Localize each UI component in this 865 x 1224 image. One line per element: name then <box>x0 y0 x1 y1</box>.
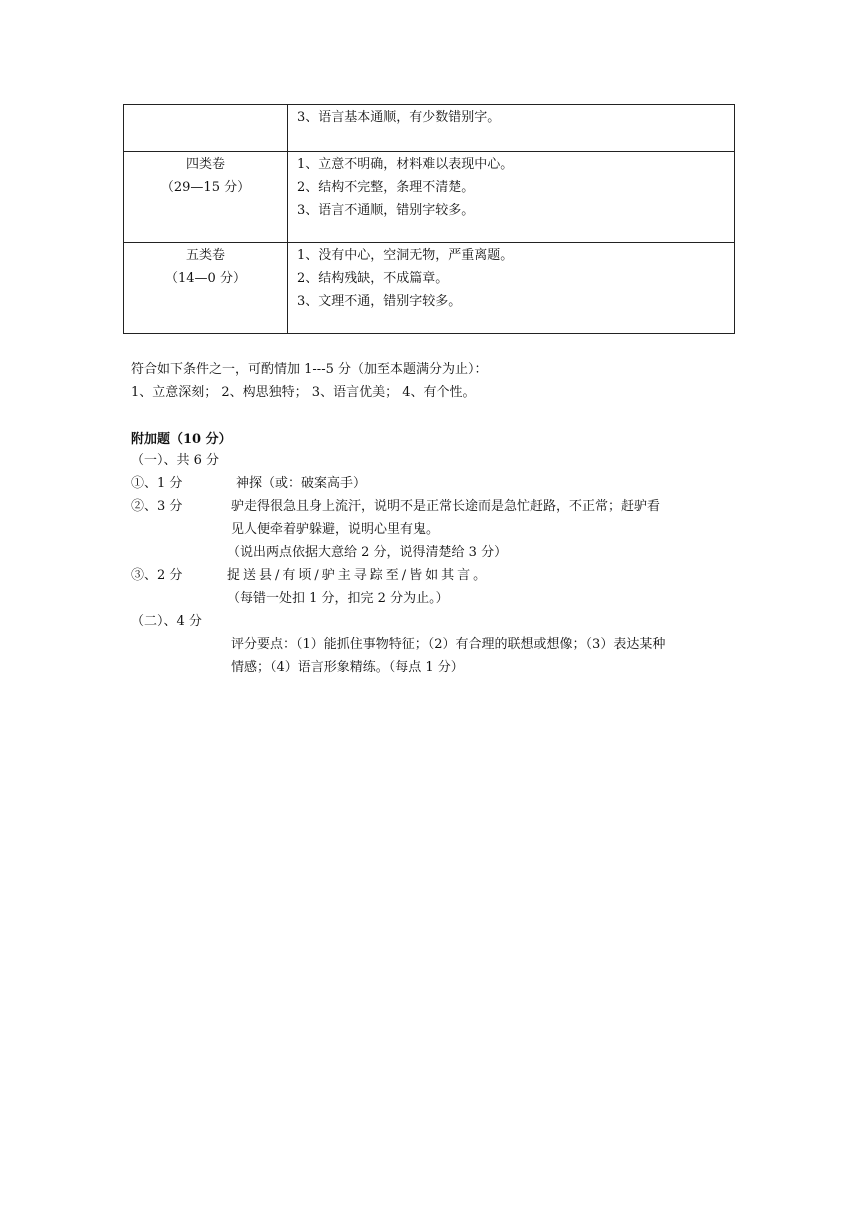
bonus-rule-intro: 符合如下条件之一，可酌情加 1---5 分（加至本题满分为止）： <box>131 362 488 377</box>
category-cell <box>124 152 288 243</box>
criteria-line: 3、语言不通顺，错别字较多。 <box>297 203 475 218</box>
criteria-line: 2、结构不完整，条理不清楚。 <box>297 180 475 195</box>
criteria-line: 1、没有中心，空洞无物，严重离题。 <box>297 248 514 263</box>
q1-label: ①、1 分 <box>131 476 183 491</box>
q2-label: ②、3 分 <box>131 499 183 514</box>
criteria-line: 2、结构残缺，不成篇章。 <box>297 271 449 286</box>
part2-line2: 情感；（4）语言形象精练。（每点 1 分） <box>231 660 464 675</box>
criteria-line: 3、语言基本通顺，有少数错别字。 <box>297 110 501 125</box>
grading-table <box>123 104 735 334</box>
table-row <box>124 152 735 243</box>
criteria-cell <box>288 105 735 152</box>
category-cell <box>124 105 288 152</box>
table-row <box>124 243 735 334</box>
q3-note: （每错一处扣 1 分，扣完 2 分为止。） <box>227 591 449 606</box>
criteria-line: 1、立意不明确，材料难以表现中心。 <box>297 157 514 172</box>
extra-section-title: 附加题（10 分） <box>131 432 232 447</box>
part2-label: （二）、4 分 <box>131 614 202 629</box>
q3-label: ③、2 分 <box>131 568 183 583</box>
criteria-cell <box>288 152 735 243</box>
part2-line1: 评分要点：（1）能抓住事物特征；（2）有合理的联想或想像；（3）表达某种 <box>231 637 666 652</box>
category-score-range: （14—0 分） <box>165 271 246 286</box>
q3-answer: 捉送县/有顷/驴主寻踪至/皆如其言。 <box>227 568 490 583</box>
criteria-line: 3、文理不通，错别字较多。 <box>297 294 462 309</box>
category-name: 四类卷 <box>185 157 225 172</box>
category-cell <box>124 243 288 334</box>
q1-answer: 神探（或：破案高手） <box>236 476 367 491</box>
q2-note: （说出两点依据大意给 2 分，说得清楚给 3 分） <box>227 545 508 560</box>
q2-answer-line1: 驴走得很急且身上流汗，说明不是正常长途而是急忙赶路，不正常；赶驴看 <box>231 499 661 514</box>
table-row <box>124 105 735 152</box>
category-name: 五类卷 <box>185 248 225 263</box>
criteria-cell <box>288 243 735 334</box>
part1-label: （一）、共 6 分 <box>131 453 220 468</box>
bonus-rule-items: 1、立意深刻； 2、构思独特； 3、语言优美； 4、有个性。 <box>131 385 476 400</box>
q2-answer-line2: 见人便牵着驴躲避，说明心里有鬼。 <box>231 522 440 537</box>
category-score-range: （29—15 分） <box>160 180 251 195</box>
